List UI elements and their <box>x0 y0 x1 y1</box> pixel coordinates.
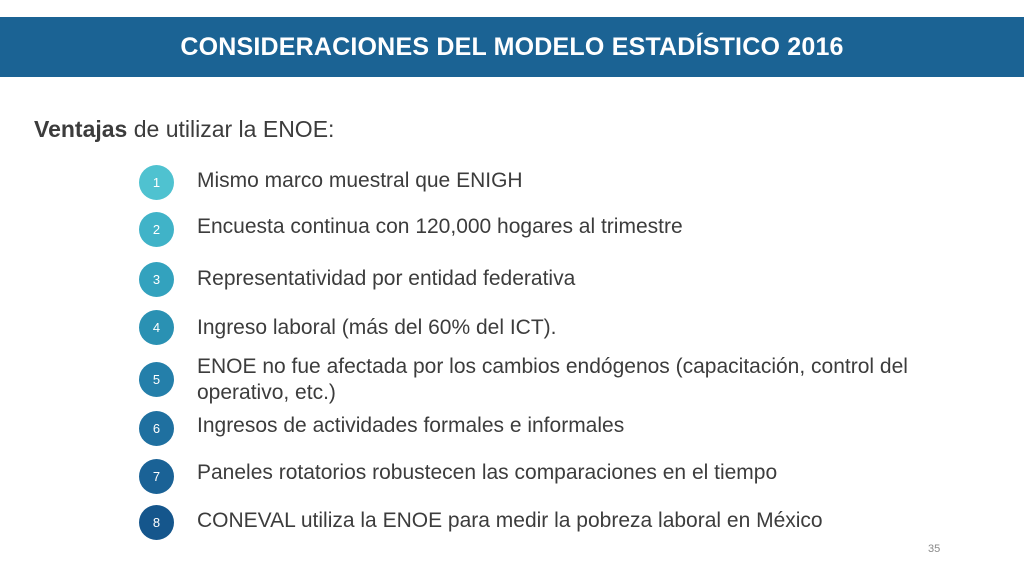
list-item-text: Ingreso laboral (más del 60% del ICT). <box>197 316 557 339</box>
slide-title: CONSIDERACIONES DEL MODELO ESTADÍSTICO 2016 <box>180 32 844 61</box>
heading-rest: de utilizar la ENOE: <box>127 116 335 142</box>
list-item-text: Mismo marco muestral que ENIGH <box>197 169 523 192</box>
list-item-text: Paneles rotatorios robustecen las comparaciones en el tiempo <box>197 461 778 484</box>
list-item-text: Ingresos de actividades formales e informales <box>197 414 625 437</box>
number-badge: 2 <box>139 212 174 247</box>
heading-bold: Ventajas <box>34 116 128 142</box>
list-item-text: ENOE no fue afectada por los cambios endógenos (capacitación, control del operativo, etc.) <box>197 355 908 404</box>
list-item-text: CONEVAL utiliza la ENOE para medir la pobreza laboral en México <box>197 509 823 532</box>
page-number: 35 <box>928 543 941 555</box>
number-badge: 5 <box>139 362 174 397</box>
list-item-text: Encuesta continua con 120,000 hogares al trimestre <box>197 215 683 238</box>
section-heading <box>34 116 334 143</box>
number-badge: 1 <box>139 165 174 200</box>
title-bar <box>0 17 1024 77</box>
number-badge: 7 <box>139 459 174 494</box>
list-item-text: Representatividad por entidad federativa <box>197 267 576 290</box>
number-badge: 6 <box>139 411 174 446</box>
number-badge: 8 <box>139 505 174 540</box>
number-badge: 3 <box>139 262 174 297</box>
number-badge: 4 <box>139 310 174 345</box>
